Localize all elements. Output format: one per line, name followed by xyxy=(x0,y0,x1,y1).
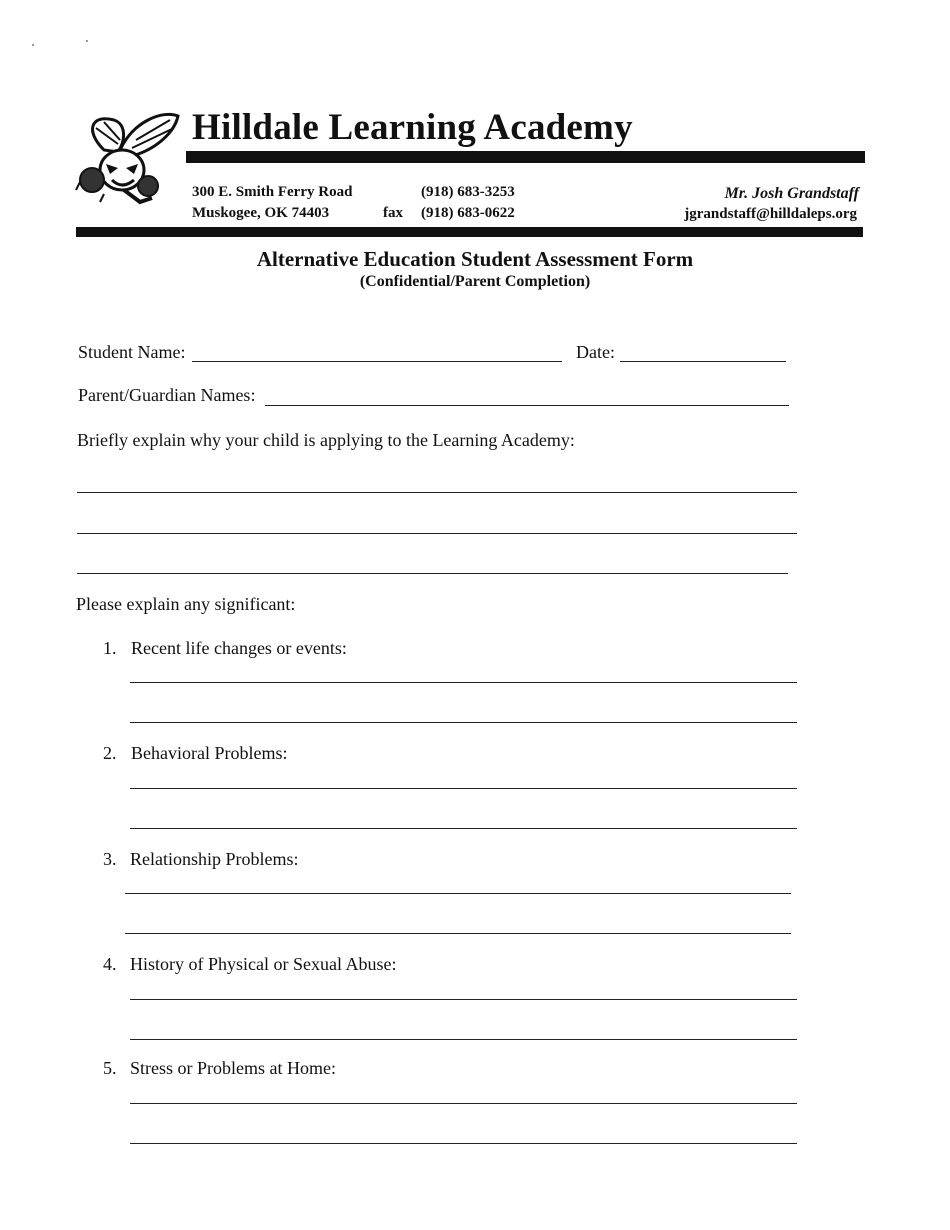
form-subtitle: (Confidential/Parent Completion) xyxy=(359,273,591,290)
answer-line[interactable] xyxy=(130,1039,797,1040)
item-label-life-changes: Recent life changes or events: xyxy=(131,638,347,658)
answer-line[interactable] xyxy=(125,893,791,894)
answer-line[interactable] xyxy=(125,933,791,934)
school-name: Hilldale Learning Academy xyxy=(192,107,633,148)
scan-speck xyxy=(86,40,88,42)
parent-guardian-label: Parent/Guardian Names: xyxy=(78,385,256,405)
header-rule xyxy=(186,151,865,163)
scan-speck xyxy=(32,44,34,46)
explain-prompt: Briefly explain why your child is applying to the Learning Academy: xyxy=(77,430,575,450)
student-name-field[interactable] xyxy=(192,361,562,362)
item-label-abuse-history: History of Physical or Sexual Abuse: xyxy=(130,954,397,974)
item-number: 4. xyxy=(103,954,117,974)
header-bottom-rule xyxy=(76,227,863,237)
item-number: 2. xyxy=(103,743,117,763)
student-name-label: Student Name: xyxy=(78,342,186,362)
answer-line[interactable] xyxy=(130,722,797,723)
answer-line[interactable] xyxy=(130,1143,797,1144)
fax-label: fax xyxy=(383,205,403,221)
date-field[interactable] xyxy=(620,361,786,362)
phone-number: (918) 683-3253 xyxy=(421,184,515,200)
item-label-behavioral: Behavioral Problems: xyxy=(131,743,288,763)
item-number: 1. xyxy=(103,638,117,658)
answer-line[interactable] xyxy=(130,788,797,789)
item-number: 3. xyxy=(103,849,117,869)
date-label: Date: xyxy=(576,342,615,362)
contact-email: jgrandstaff@hilldaleps.org xyxy=(684,206,857,222)
answer-line[interactable] xyxy=(130,828,797,829)
form-title: Alternative Education Student Assessment Form xyxy=(256,247,694,271)
fax-number: (918) 683-0622 xyxy=(421,205,515,221)
explain-line[interactable] xyxy=(77,573,788,574)
item-label-relationship: Relationship Problems: xyxy=(130,849,299,869)
significant-prompt: Please explain any significant: xyxy=(76,594,296,614)
answer-line[interactable] xyxy=(130,1103,797,1104)
answer-line[interactable] xyxy=(130,999,797,1000)
explain-line[interactable] xyxy=(77,492,797,493)
hornet-mascot-icon xyxy=(74,110,186,206)
answer-line[interactable] xyxy=(130,682,797,683)
item-number: 5. xyxy=(103,1058,117,1078)
explain-line[interactable] xyxy=(77,533,797,534)
item-label-home-stress: Stress or Problems at Home: xyxy=(130,1058,336,1078)
parent-guardian-field[interactable] xyxy=(265,405,789,406)
address-line-2: Muskogee, OK 74403 xyxy=(192,205,330,221)
contact-name: Mr. Josh Grandstaff xyxy=(724,185,859,202)
address-line-1: 300 E. Smith Ferry Road xyxy=(192,184,353,200)
